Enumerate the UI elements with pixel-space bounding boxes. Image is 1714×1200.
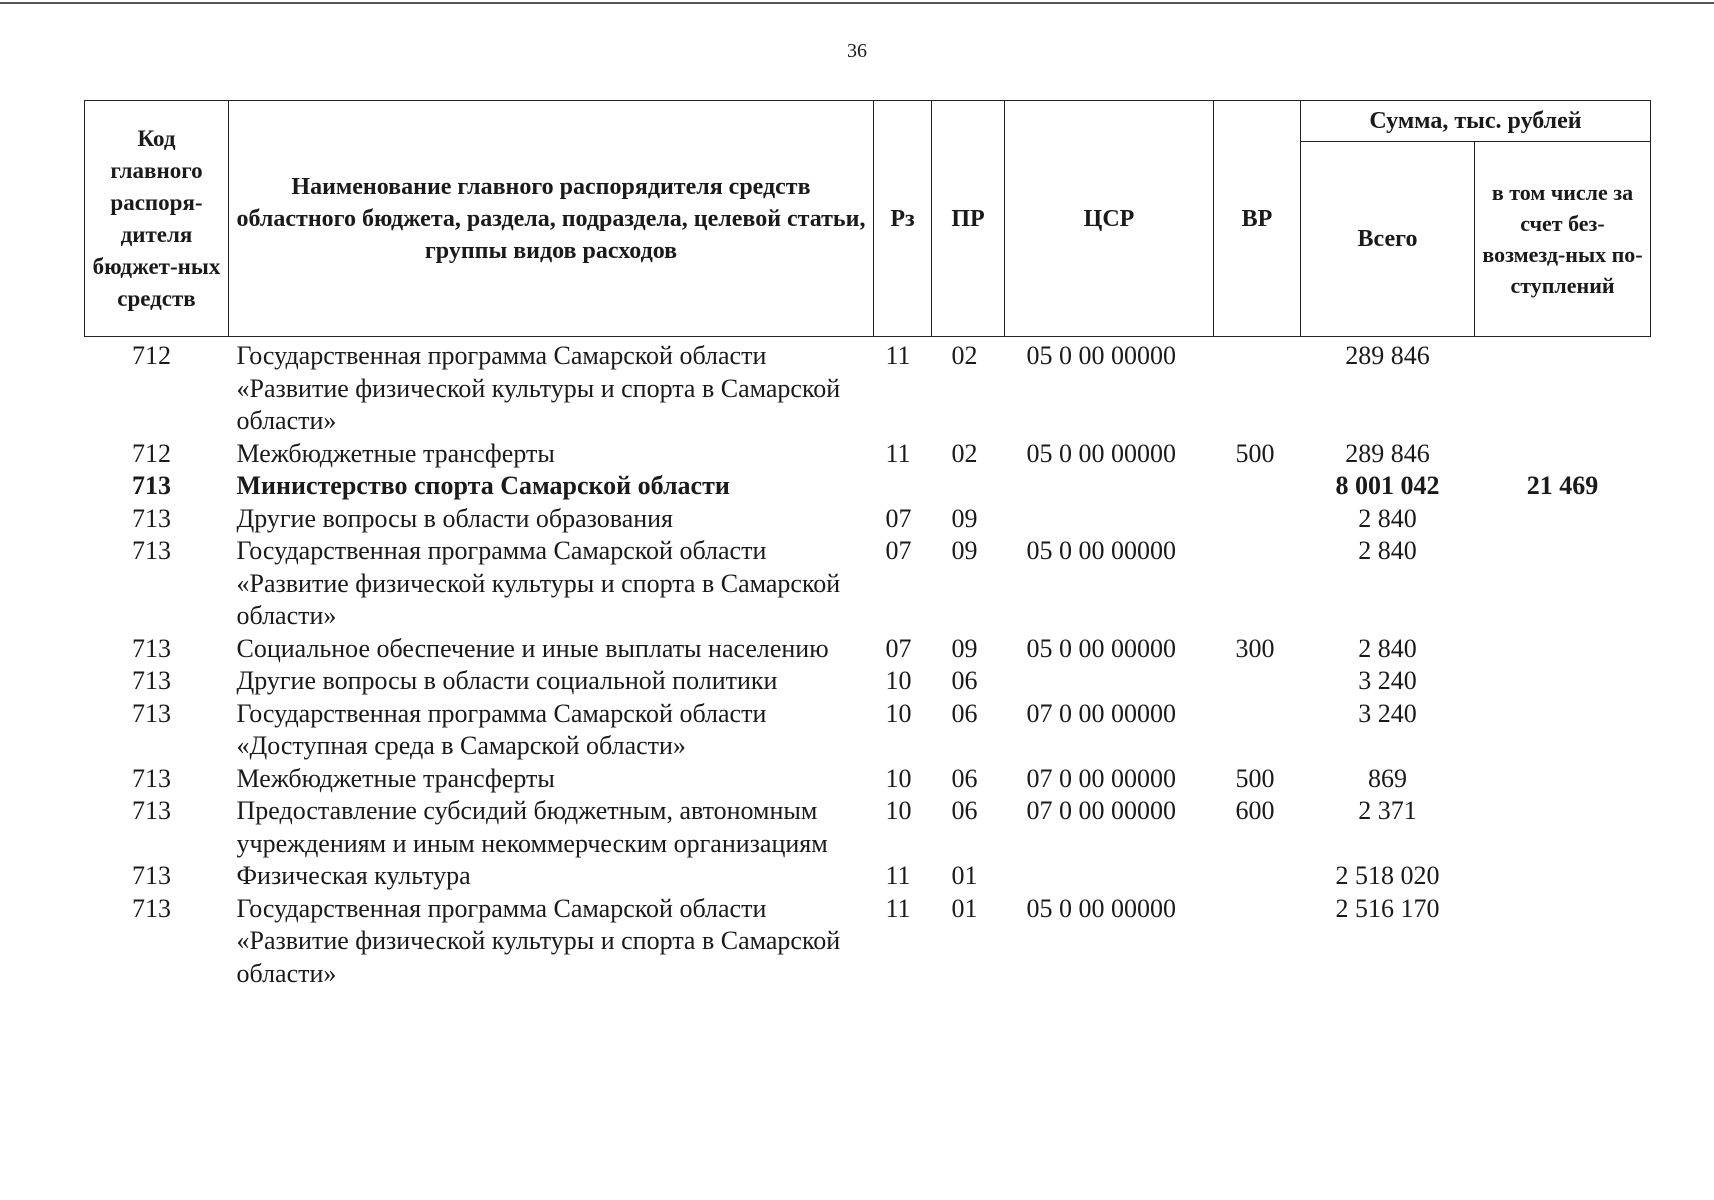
cell-code: 713 — [132, 698, 171, 728]
cell-vr — [1214, 698, 1301, 763]
cell-rz: 07 — [885, 503, 912, 533]
header-vr: ВР — [1214, 101, 1301, 337]
table-row — [85, 698, 1651, 763]
cell-grant — [1475, 893, 1651, 991]
table-row — [85, 470, 1651, 503]
table-row — [85, 795, 1651, 860]
top-rule — [0, 2, 1714, 4]
cell-vr — [1214, 860, 1301, 893]
table-header — [85, 101, 1651, 337]
cell-vr — [1214, 337, 1301, 438]
cell-pr: 06 — [951, 698, 978, 728]
cell-name: Государственная программа Самарской области «Развитие физической культуры и спорта в Самарской области» — [236, 893, 841, 988]
cell-grant — [1475, 665, 1651, 698]
cell-vr — [1214, 470, 1301, 503]
table-row — [85, 633, 1651, 666]
cell-grant — [1475, 795, 1651, 860]
cell-csr — [1005, 503, 1214, 536]
cell-total: 289 846 — [1345, 438, 1430, 468]
cell-total: 2 840 — [1358, 503, 1417, 533]
table-row — [85, 860, 1651, 893]
cell-vr — [1214, 535, 1301, 633]
cell-pr: 01 — [951, 893, 978, 923]
header-total: Всего — [1301, 142, 1475, 337]
table-row — [85, 438, 1651, 471]
table-row — [85, 535, 1651, 633]
cell-csr — [1005, 665, 1214, 698]
page-number: 36 — [847, 40, 867, 62]
cell-grant: 21 469 — [1526, 471, 1599, 500]
table-row — [85, 763, 1651, 796]
cell-pr: 09 — [951, 536, 978, 565]
cell-rz: 11 — [885, 861, 911, 890]
cell-rz: 10 — [885, 666, 912, 695]
cell-name: Государственная программа Самарской области «Доступная среда в Самарской области» — [236, 698, 767, 760]
cell-pr: 06 — [951, 763, 978, 793]
cell-name: Межбюджетные трансферты — [236, 763, 555, 793]
header-grant: в том числе за счет без-возмезд-ных по-ступлений — [1475, 142, 1651, 337]
cell-grant — [1475, 337, 1651, 438]
cell-code: 713 — [132, 861, 171, 890]
cell-name: Предоставление субсидий бюджетным, автономным учреждениям и иным некоммерческим организациям — [236, 796, 828, 858]
header-sum: Сумма, тыс. рублей — [1301, 101, 1651, 142]
cell-grant — [1475, 438, 1651, 471]
cell-grant — [1475, 503, 1651, 536]
cell-pr: 09 — [951, 633, 978, 663]
cell-grant — [1475, 698, 1651, 763]
cell-total: 2 840 — [1358, 536, 1417, 565]
cell-code: 713 — [132, 471, 171, 500]
cell-name: Государственная программа Самарской области «Развитие физической культуры и спорта в Самарской области» — [236, 536, 841, 630]
table-body — [85, 337, 1651, 991]
cell-csr: 05 0 00 00000 — [1026, 633, 1176, 663]
cell-pr: 09 — [951, 503, 978, 533]
cell-rz: 10 — [885, 698, 912, 728]
cell-vr — [1214, 665, 1301, 698]
cell-rz: 10 — [885, 763, 912, 793]
table-row — [85, 337, 1651, 438]
cell-grant — [1475, 860, 1651, 893]
cell-code: 712 — [132, 438, 171, 468]
cell-vr — [1214, 503, 1301, 536]
cell-grant — [1475, 633, 1651, 666]
cell-csr: 05 0 00 00000 — [1026, 341, 1176, 370]
cell-total: 2 516 170 — [1335, 893, 1440, 923]
cell-name: Министерство спорта Самарской области — [236, 471, 730, 500]
cell-total: 8 001 042 — [1335, 471, 1440, 500]
cell-csr: 07 0 00 00000 — [1026, 698, 1176, 728]
cell-total: 289 846 — [1345, 341, 1430, 370]
cell-code: 713 — [132, 503, 171, 533]
cell-code: 713 — [132, 763, 171, 793]
cell-rz: 11 — [885, 341, 911, 370]
cell-name: Государственная программа Самарской области «Развитие физической культуры и спорта в Самарской области» — [236, 341, 841, 435]
cell-total: 2 518 020 — [1335, 861, 1440, 890]
cell-csr — [1005, 860, 1214, 893]
table-row — [85, 503, 1651, 536]
header-rz: Рз — [874, 101, 932, 337]
cell-code: 713 — [132, 796, 171, 825]
cell-pr: 02 — [951, 438, 978, 468]
cell-code: 712 — [132, 341, 171, 370]
cell-vr — [1214, 893, 1301, 991]
cell-vr: 500 — [1235, 763, 1275, 793]
cell-rz: 11 — [885, 438, 911, 468]
cell-csr: 05 0 00 00000 — [1026, 438, 1176, 468]
cell-total: 3 240 — [1358, 666, 1417, 695]
cell-grant — [1475, 535, 1651, 633]
header-code: Код главного распоря-дителя бюджет-ных средств — [85, 101, 229, 337]
cell-vr: 600 — [1235, 796, 1275, 825]
cell-rz: 11 — [885, 893, 911, 923]
cell-rz: 07 — [885, 633, 912, 663]
cell-csr: 05 0 00 00000 — [1026, 536, 1176, 565]
budget-table — [84, 100, 1651, 990]
cell-code: 713 — [132, 893, 171, 923]
cell-code: 713 — [132, 666, 171, 695]
cell-csr — [1005, 470, 1214, 503]
cell-rz: 07 — [885, 536, 912, 565]
cell-grant — [1475, 763, 1651, 796]
cell-total: 2 840 — [1358, 633, 1417, 663]
header-csr: ЦСР — [1005, 101, 1214, 337]
cell-csr: 05 0 00 00000 — [1026, 893, 1176, 923]
cell-total: 869 — [1368, 763, 1407, 793]
cell-total: 2 371 — [1358, 796, 1417, 825]
cell-name: Другие вопросы в области социальной политики — [236, 666, 778, 695]
header-name: Наименование главного распорядителя средств областного бюджета, раздела, подраздела, целевой статьи, группы видов расходов — [229, 101, 874, 337]
table-row — [85, 665, 1651, 698]
cell-rz: 10 — [885, 796, 912, 825]
cell-code: 713 — [132, 536, 171, 565]
cell-csr: 07 0 00 00000 — [1026, 796, 1176, 825]
cell-pr: 02 — [951, 341, 978, 370]
cell-vr: 500 — [1235, 438, 1275, 468]
cell-pr — [932, 470, 1005, 503]
header-pr: ПР — [932, 101, 1005, 337]
cell-name: Другие вопросы в области образования — [236, 503, 674, 533]
cell-name: Социальное обеспечение и иные выплаты населению — [236, 633, 829, 663]
cell-name: Межбюджетные трансферты — [236, 438, 555, 468]
cell-total: 3 240 — [1358, 698, 1417, 728]
cell-name: Физическая культура — [236, 861, 471, 890]
cell-code: 713 — [132, 633, 171, 663]
table-row — [85, 893, 1651, 991]
cell-pr: 06 — [951, 666, 978, 695]
cell-rz — [874, 470, 932, 503]
cell-pr: 01 — [951, 861, 978, 890]
cell-vr: 300 — [1235, 633, 1275, 663]
cell-pr: 06 — [951, 796, 978, 825]
cell-csr: 07 0 00 00000 — [1026, 763, 1176, 793]
